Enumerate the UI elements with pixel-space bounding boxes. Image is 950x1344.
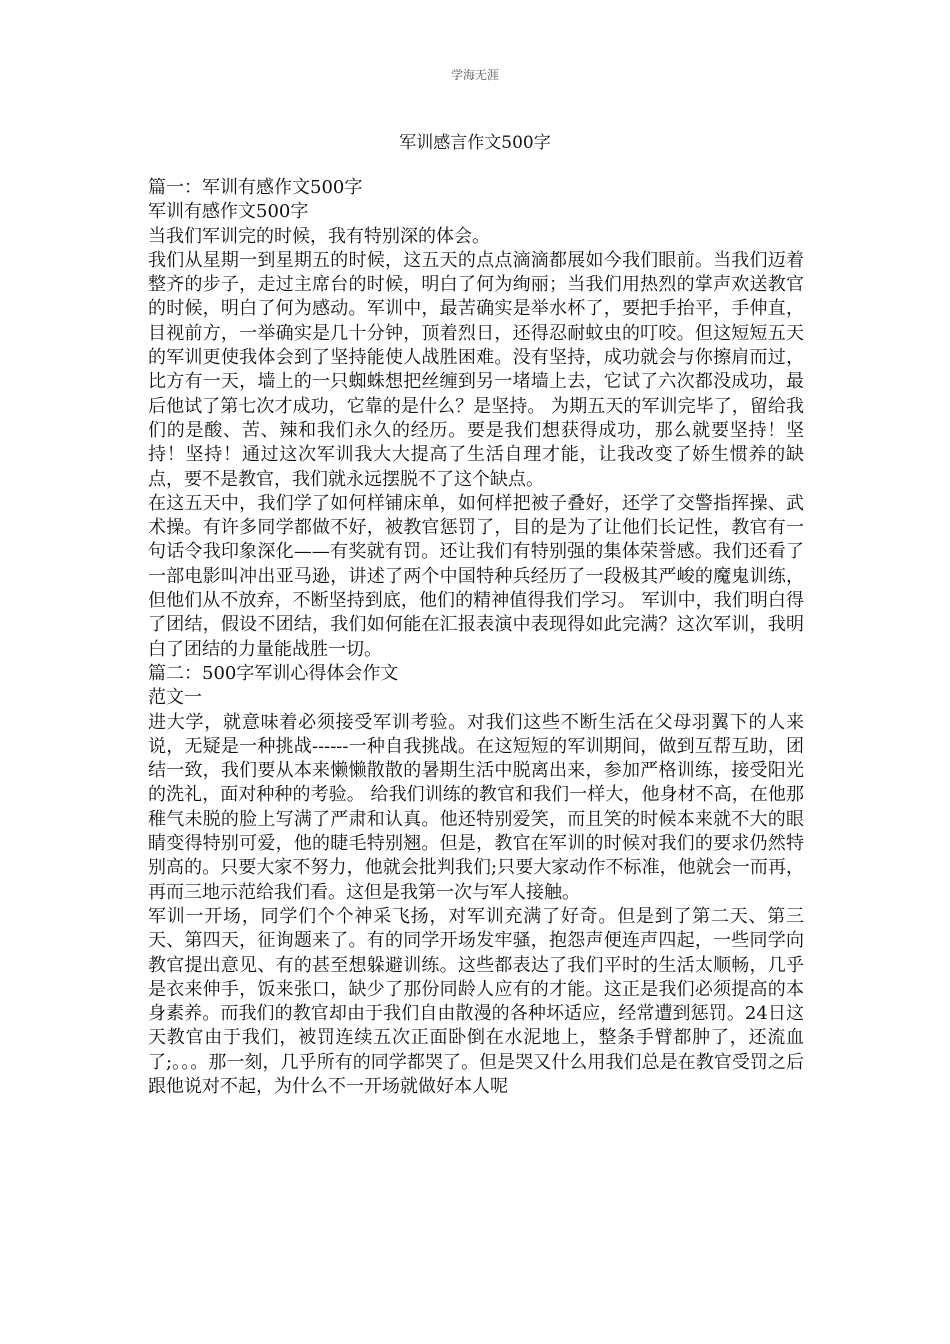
document-body <box>148 176 804 1099</box>
paragraph: 我们从星期一到星期五的时候，这五天的点点滴滴都展如今我们眼前。当我们迈着整齐的步子，走过主席台的时候，明白了何为绚丽；当我们用热烈的掌声欢送教官的时候，明白了何为感动。军训中，最苦确实是举水杯了，要把手抬平，手伸直，目视前方，一举确实是几十分钟，顶着烈日，还得忍耐蚊虫的叮咬。但这短短五天的军训更使我体会到了坚持能使人战胜困难。没有坚持，成功就会与你擦肩而过，比方有一天，墙上的一只蜘蛛想把丝缠到另一堵墙上去，它试了六次都没成功，最后他试了第七次才成功，它靠的是什么？是坚持。 为期五天的军训完毕了，留给我们的是酸、苦、辣和我们永久的经历。要是我们想获得成功，那么就要坚持！坚持！坚持！通过这次军训我大大提高了生活自理才能，让我改变了娇生惯养的缺点，要不是教官，我们就永远摆脱不了这个缺点。 <box>148 249 804 490</box>
paragraph: 军训一开场，同学们个个神采飞扬，对军训充满了好奇。但是到了第二天、第三天、第四天，征询题来了。有的同学开场发牢骚，抱怨声便连声四起，一些同学向教官提出意见、有的甚至想躲避训练。这些都表达了我们平时的生活太顺畅，几乎是衣来伸手，饭来张口，缺少了那份同龄人应有的才能。这正是我们必须提高的本身素养。而我们的教官却由于我们自由散漫的各种坏适应，经常遭到惩罚。24日这天教官由于我们，被罚连续五次正面卧倒在水泥地上，整条手臂都肿了，还流血了;。。。那一刻，几乎所有的同学都哭了。但是哭又什么用我们总是在教官受罚之后跟他说对不起，为什么不一开场就做好本人呢 <box>148 905 804 1097</box>
section-heading-1: 篇一：军训有感作文500字 <box>148 177 363 198</box>
header-watermark: 学海无涯 <box>450 68 499 82</box>
paragraph: 进大学，就意味着必须接受军训考验。对我们这些不断生活在父母羽翼下的人来说，无疑是一种挑战------一种自我挑战。在这短短的军训期间，做到互帮互助，团结一致，我们要从本来懒懒散散的暑期生活中脱离出来，参加严格训练，接受阳光的洗礼，面对种种的考验。 给我们训练的教官和我们一样大，他身材不高，在他那稚气未脱的脸上写满了严肃和认真。他还特别爱笑，而且笑的时候本来就不大的眼睛变得特别可爱，他的睫毛特别翘。但是，教官在军训的时候对我们的要求仍然特别高的。只要大家不努力，他就会批判我们;只要大家动作不标准，他就会一而再，再而三地示范给我们看。这但是我第一次与军人接触。 <box>148 711 804 903</box>
document-title: 军训感言作文500字 <box>399 133 551 153</box>
section-heading-2: 篇二：500字军训心得体会作文 <box>148 662 399 684</box>
paragraph: 在这五天中，我们学了如何样铺床单，如何样把被子叠好，还学了交警指挥操、武术操。有许多同学都做不好，被教官惩罚了，目的是为了让他们长记性，教官有一句话令我印象深化——有奖就有罚。还让我们有特别强的集体荣誉感。我们还看了一部电影叫冲出亚马逊，讲述了两个中国特种兵经历了一段极其严峻的魔鬼训练，但他们从不放弃，不断坚持到底，他们的精神值得我们学习。 军训中，我们明白得了团结，假设不团结，我们如何能在汇报表演中表现得如此完满？这次军训，我明白了团结的力量能战胜一切。 <box>148 492 804 660</box>
essay-title-1: 军训有感作文500字 <box>148 201 309 223</box>
paragraph: 当我们军训完的时候，我有特别深的体会。 <box>148 225 490 247</box>
sample-essay-label: 范文一 <box>148 687 202 709</box>
